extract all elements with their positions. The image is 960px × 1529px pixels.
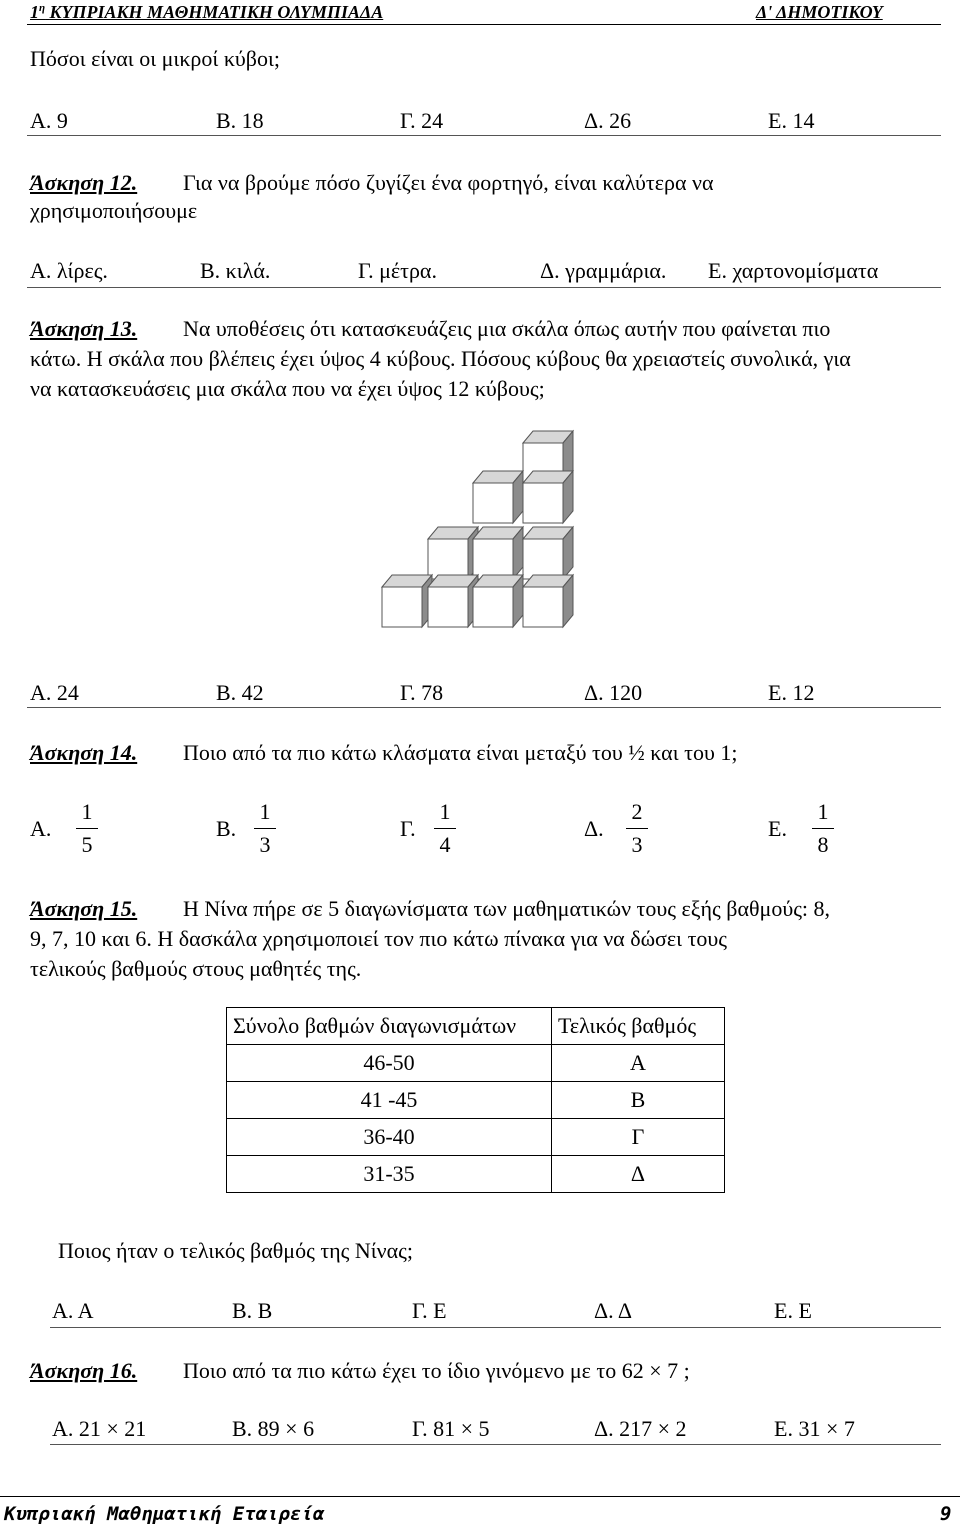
table-cell: Α	[552, 1045, 725, 1082]
q14-option-b-letter: Β.	[216, 816, 237, 841]
q15-option-a: Α. Α	[52, 1298, 94, 1323]
cube	[473, 527, 523, 579]
q16-label: Άσκηση 16.	[30, 1358, 138, 1383]
header-grade: Δ' ΔΗΜΟΤΙΚΟΥ	[756, 2, 883, 22]
q13-text-3: να κατασκευάσεις μια σκάλα που να έχει ύψος 12 κύβους;	[30, 376, 545, 401]
q12-text-2: χρησιμοποιήσουμε	[30, 198, 198, 223]
table-cell: Δ	[552, 1156, 725, 1193]
staircase-illustration	[378, 425, 583, 635]
q15-rule	[50, 1327, 941, 1328]
table-cell: 31-35	[227, 1156, 552, 1193]
cube	[523, 575, 573, 627]
q11-option-e: Ε. 14	[768, 108, 815, 133]
q11-question: Πόσοι είναι οι μικροί κύβοι;	[30, 46, 281, 71]
q13-label: Άσκηση 13.	[30, 316, 138, 341]
q16-option-c: Γ. 81 × 5	[412, 1416, 490, 1441]
q13-option-c: Γ. 78	[400, 680, 444, 705]
q15-question: Ποιος ήταν ο τελικός βαθμός της Νίνας;	[58, 1238, 413, 1263]
table-cell: 41 -45	[227, 1082, 552, 1119]
q12-label: Άσκηση 12.	[30, 170, 138, 195]
q14-option-d-fraction: 2 3	[626, 800, 648, 857]
q14-option-d-letter: Δ.	[584, 816, 604, 841]
q12-rule	[27, 287, 941, 288]
table-cell: Γ	[552, 1119, 725, 1156]
table-cell: 36-40	[227, 1119, 552, 1156]
cube	[473, 575, 523, 627]
q16-option-b: Β. 89 × 6	[232, 1416, 315, 1441]
q14-option-a-letter: Α.	[30, 816, 52, 841]
q13-option-a: Α. 24	[30, 680, 79, 705]
q13-option-e: Ε. 12	[768, 680, 815, 705]
q16-option-d: Δ. 217 × 2	[594, 1416, 687, 1441]
table-row	[227, 1156, 725, 1193]
table-row	[227, 1045, 725, 1082]
q14-option-e-letter: Ε.	[768, 816, 787, 841]
table-row	[227, 1119, 725, 1156]
table-cell: 46-50	[227, 1045, 552, 1082]
q15-label: Άσκηση 15.	[30, 896, 138, 921]
table-header-cell: Σύνολο βαθμών διαγωνισμάτων	[227, 1008, 552, 1045]
q11-option-a: Α. 9	[30, 108, 68, 133]
q11-option-b: Β. 18	[216, 108, 264, 133]
q15-option-e: Ε. Ε	[774, 1298, 812, 1323]
q12-option-c: Γ. μέτρα.	[358, 258, 437, 283]
footer-page-number: 9	[940, 1503, 952, 1525]
q16-text: Ποιο από τα πιο κάτω έχει το ίδιο γινόμενο με το 62 × 7 ;	[183, 1358, 690, 1383]
q11-option-d: Δ. 26	[584, 108, 632, 133]
q16-rule	[50, 1444, 941, 1445]
q14-option-c-fraction: 1 4	[434, 800, 456, 857]
footer-rule	[0, 1496, 960, 1497]
cube	[428, 527, 478, 579]
q13-rule	[27, 707, 941, 708]
cube	[523, 527, 573, 579]
table-cell: Β	[552, 1082, 725, 1119]
q14-option-c-letter: Γ.	[400, 816, 416, 841]
q16-option-a: Α. 21 × 21	[52, 1416, 147, 1441]
footer-society: Κυπριακή Μαθηματική Εταιρεία	[4, 1503, 325, 1525]
q12-option-a: Α. λίρες.	[30, 258, 108, 283]
q11-option-c: Γ. 24	[400, 108, 444, 133]
q15-text-2: 9, 7, 10 και 6. Η δασκάλα χρησιμοποιεί τον πιο κάτω πίνακα για να δώσει τους	[30, 926, 728, 951]
q16-option-e: Ε. 31 × 7	[774, 1416, 855, 1441]
q14-label: Άσκηση 14.	[30, 740, 138, 765]
table-header-row	[227, 1008, 725, 1045]
header-rule	[27, 24, 941, 25]
q12-option-b: Β. κιλά.	[200, 258, 271, 283]
grades-table	[226, 1007, 725, 1193]
q13-option-b: Β. 42	[216, 680, 264, 705]
q15-option-c: Γ. Ε	[412, 1298, 447, 1323]
q13-option-d: Δ. 120	[584, 680, 643, 705]
q15-option-b: Β. Β	[232, 1298, 273, 1323]
q13-text-1: Να υποθέσεις ότι κατασκευάζεις μια σκάλα όπως αυτήν που φαίνεται πιο	[183, 316, 831, 341]
q12-text-1: Για να βρούμε πόσο ζυγίζει ένα φορτηγό, είναι καλύτερα να	[183, 170, 714, 195]
q15-option-d: Δ. Δ	[594, 1298, 633, 1323]
header-title: $1^\eta$ ΚΥΠΡΙΑΚΗ ΜΑΘΗΜΑΤΙΚΗ ΟΛΥΜΠΙΑΔΑ	[30, 2, 384, 22]
q12-option-e: Ε. χαρτονομίσματα	[708, 258, 879, 283]
q13-text-2: κάτω. Η σκάλα που βλέπεις έχει ύψος 4 κύβους. Πόσους κύβους θα χρειαστείς συνολικά, για	[30, 346, 851, 371]
cube	[428, 575, 478, 627]
cube	[473, 471, 523, 523]
q14-option-e-fraction: 1 8	[812, 800, 834, 857]
table-row	[227, 1082, 725, 1119]
q14-text: Ποιο από τα πιο κάτω κλάσματα είναι μεταξύ του ½ και του 1;	[183, 740, 738, 765]
q12-option-d: Δ. γραμμάρια.	[540, 258, 667, 283]
q11-rule	[27, 135, 941, 136]
q14-option-a-fraction: 1 5	[76, 800, 98, 857]
q15-text-3: τελικούς βαθμούς στους μαθητές της.	[30, 956, 362, 981]
table-header-cell: Τελικός βαθμός	[552, 1008, 725, 1045]
cube	[382, 575, 432, 627]
cube	[523, 471, 573, 523]
q14-option-b-fraction: 1 3	[254, 800, 276, 857]
q15-text-1: Η Νίνα πήρε σε 5 διαγωνίσματα των μαθηματικών τους εξής βαθμούς: 8,	[183, 896, 831, 921]
